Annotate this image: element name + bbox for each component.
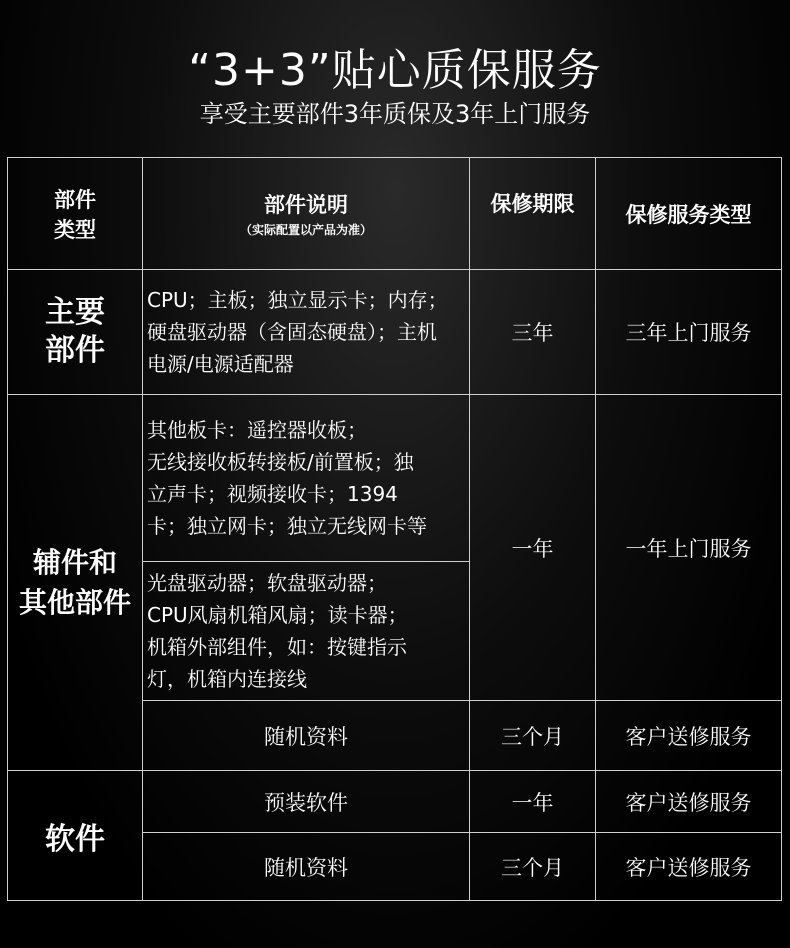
page-title: “3+3”贴心质保服务 bbox=[188, 45, 602, 96]
aux-desc1-line1: 其他板卡：遥控器收板； bbox=[147, 418, 367, 442]
aux-desc2-line1: 光盘驱动器；软盘驱动器； bbox=[147, 571, 387, 595]
main-parts-period: 三年 bbox=[470, 270, 596, 395]
table-row-aux-boards bbox=[8, 395, 782, 562]
table-row-main-parts bbox=[8, 270, 782, 395]
aux-desc2-line4: 灯，机箱内连接线 bbox=[147, 667, 307, 691]
header-part-description bbox=[143, 158, 470, 270]
software-preinstalled-period: 一年 bbox=[470, 771, 596, 833]
category-aux-parts bbox=[8, 395, 143, 771]
aux-desc1-line2: 无线接收板转接板/前置板；独 bbox=[147, 450, 414, 474]
main-parts-description bbox=[143, 270, 470, 395]
page-subtitle: 享受主要部件3年质保及3年上门服务 bbox=[199, 100, 591, 128]
software-preinstalled-label: 预装软件 bbox=[143, 771, 470, 833]
header-warranty-period: 保修期限 bbox=[470, 158, 596, 270]
main-desc-line3: 电源/电源适配器 bbox=[147, 352, 294, 376]
aux-parts-period: 一年 bbox=[470, 395, 596, 701]
aux-parts-service: 一年上门服务 bbox=[596, 395, 782, 701]
table-row-software-preinstalled bbox=[8, 771, 782, 833]
software-materials-service: 客户送修服务 bbox=[596, 833, 782, 901]
main-desc-line2: 硬盘驱动器（含固态硬盘）；主机 bbox=[147, 320, 437, 344]
software-materials-period: 三个月 bbox=[470, 833, 596, 901]
header-part-type-line1: 部件 bbox=[54, 187, 96, 212]
table-header-row bbox=[8, 158, 782, 270]
aux-desc2-line2: CPU风扇机箱风扇；读卡器； bbox=[147, 603, 408, 627]
category-main-line2: 部件 bbox=[45, 333, 105, 368]
main-parts-service: 三年上门服务 bbox=[596, 270, 782, 395]
category-aux-line1: 辅件和 bbox=[32, 545, 117, 579]
header-part-type bbox=[8, 158, 143, 270]
aux-materials-period: 三个月 bbox=[470, 701, 596, 771]
header-part-description-note: （实际配置以产品为准） bbox=[239, 223, 372, 237]
warranty-table bbox=[7, 157, 782, 901]
software-preinstalled-service: 客户送修服务 bbox=[596, 771, 782, 833]
category-main-line1: 主要 bbox=[45, 295, 105, 330]
aux-desc1-line3: 立声卡；视频接收卡；1394 bbox=[147, 482, 398, 506]
main-desc-line1: CPU；主板；独立显示卡；内存； bbox=[147, 288, 448, 312]
category-software: 软件 bbox=[8, 771, 143, 901]
category-aux-line2: 其他部件 bbox=[18, 585, 131, 619]
aux-materials-label: 随机资料 bbox=[143, 701, 470, 771]
aux-materials-service: 客户送修服务 bbox=[596, 701, 782, 771]
header-part-description-label: 部件说明 bbox=[264, 193, 348, 217]
aux-drives-description bbox=[143, 562, 470, 701]
aux-desc1-line4: 卡；独立网卡；独立无线网卡等 bbox=[147, 514, 427, 538]
header-service-type: 保修服务类型 bbox=[596, 158, 782, 270]
aux-boards-description bbox=[143, 395, 470, 562]
software-materials-label: 随机资料 bbox=[143, 833, 470, 901]
aux-desc2-line3: 机箱外部组件，如：按键指示 bbox=[147, 635, 407, 659]
header-part-type-line2: 类型 bbox=[54, 217, 96, 242]
category-main-parts bbox=[8, 270, 143, 395]
